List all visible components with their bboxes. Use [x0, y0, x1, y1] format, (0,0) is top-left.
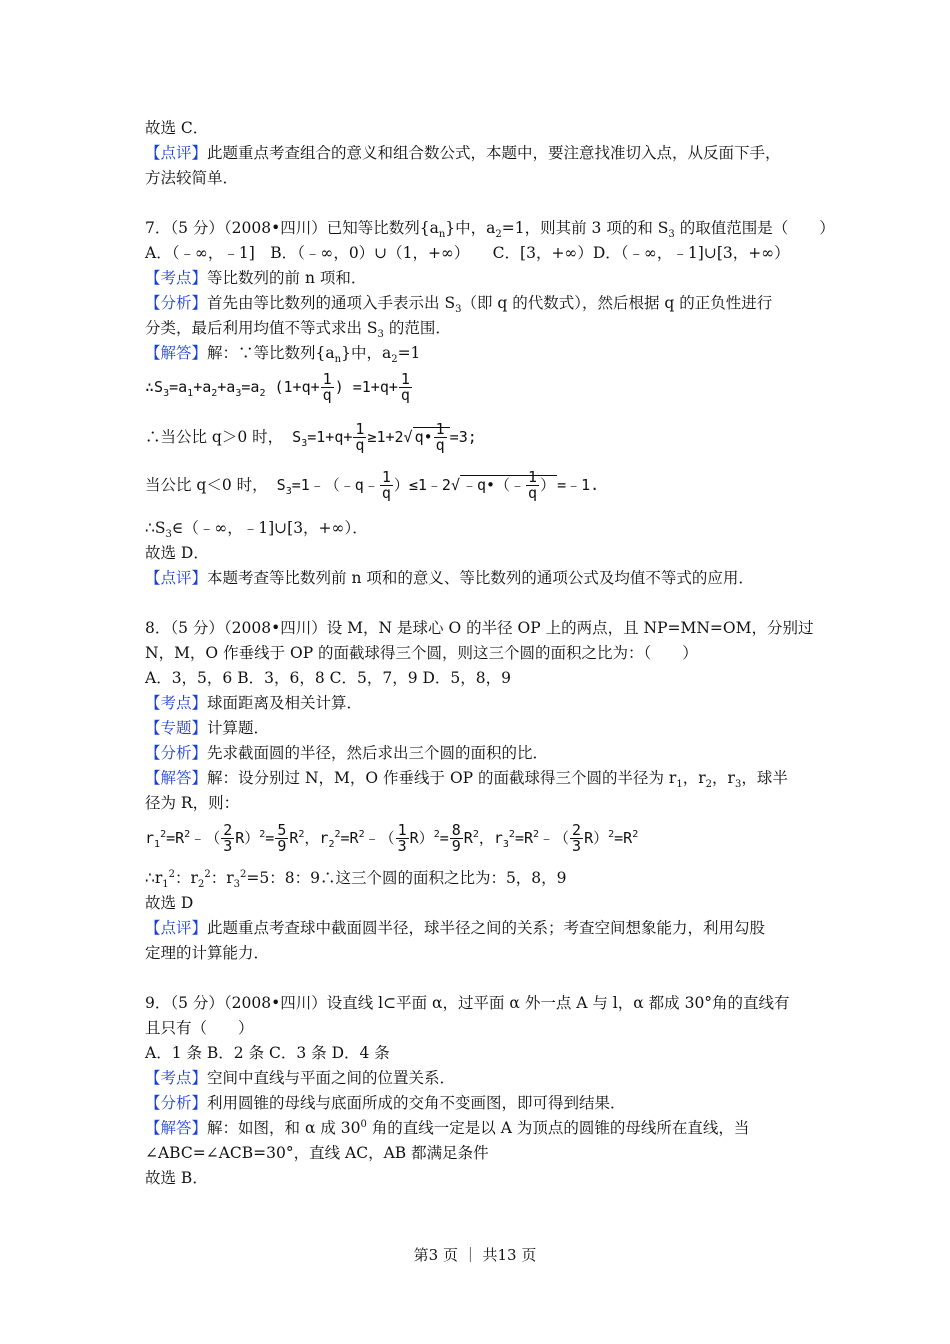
- page-footer: 第3 页 ｜ 共13 页: [413, 1246, 537, 1264]
- q8-stem-cont: N，M，O 作垂线于 OP 的面截球得三个圆，则这三个圆的面积之比为：（ ）: [145, 644, 698, 662]
- q8-dianping: 【点评】此题重点考查球中截面圆半径，球半径之间的关系；考查空间想象能力，利用勾股: [145, 919, 766, 937]
- q8-jieda: 【解答】解：设分别过 N，M，O 作垂线于 OP 的面截球得三个圆的半径为 $r_1$，$r_2$，$r_3$，球半: [145, 769, 788, 791]
- q9-kaodian: 【考点】空间中直线与平面之间的位置关系．: [145, 1069, 456, 1087]
- q8-options: A．3，5，6 B．3，6，8 C．5，7，9 D．5，8，9: [145, 669, 511, 687]
- q7-fenxi: 【分析】首先由等比数列的通项入手表示出 $S_3$（即 q 的代数式），然后根据 q 的正负性进行: [145, 294, 773, 316]
- q9-jieda-cont: ∠ABC=∠ACB=30°，直线 AC，AB 都满足条件: [145, 1144, 489, 1162]
- q6-review: 【点评】此题重点考查组合的意义和组合数公式，本题中，要注意找准切入点，从反面下手，: [145, 144, 781, 162]
- q6-review-cont: 方法较简单．: [145, 169, 239, 187]
- q7-case-positive: ∴当公比 q＞0 时， $S_3=1+q+$ $\frac{1}{q}$ ≥1+2√ q• $\frac{1}{q}$ =3;: [145, 420, 477, 454]
- q7-fenxi-cont: 分类，最后利用均值不等式求出 $S_3$ 的范围．: [145, 319, 451, 341]
- q8-stem: 8．（5 分）（2008•四川）设 M，N 是球心 O 的半径 OP 上的两点，且 NP=MN=OM，分别过: [145, 619, 814, 637]
- q8-dianping-cont: 定理的计算能力．: [145, 944, 270, 962]
- q8-zhuanti: 【专题】计算题．: [145, 719, 270, 737]
- q8-kaodian: 【考点】球面距离及相关计算．: [145, 694, 363, 712]
- q7-case-negative: 当公比 q＜0 时， $S_3=1﹣(﹣q﹣$ $\frac{1}{q}$ ）≤1﹣2√ ﹣q•（﹣ $\frac{1}{q}$ ） =﹣1.: [145, 468, 600, 502]
- q7-conclusion: 故选 D．: [145, 544, 209, 562]
- q9-conclusion: 故选 B．: [145, 1169, 208, 1187]
- q7-dianping: 【点评】本题考查等比数列前 n 项和的意义、等比数列的通项公式及均值不等式的应用．: [145, 569, 754, 587]
- q8-jieda-cont: 径为 R，则：: [145, 794, 240, 812]
- q9-fenxi: 【分析】利用圆锥的母线与底面所成的交角不变画图，即可得到结果．: [145, 1094, 626, 1112]
- q7-stem: 7．（5 分）（2008•四川）已知等比数列$\{a_n\}$中，$a_2=1$，则其前 3 项的和 $S_3$ 的取值范围是（ ）: [145, 219, 835, 241]
- q8-conclusion: 故选 D: [145, 894, 194, 912]
- review-tag: 【点评】: [145, 144, 208, 162]
- q6-conclusion: 故选 C．: [145, 119, 209, 137]
- q7-formula-s3: $\therefore S_3=a_1+a_2+a_3=a_2$ (1+q+ $\frac{1}{q}$ ) =1+q+ $\frac{1}{q}$: [145, 370, 410, 404]
- q8-formula-radii: $r_1^2=R^2﹣$（ $\frac{2}{3}$ R）$^2$= $\frac{5}{9}$ $R^2$，$r_2^2=R^2﹣$（ $\frac{1}{3}$ R）$^2$= $\frac{8}{9}$ $R^2$，$r_3^2=R^2﹣$（ $\frac{2}{3}$ $R)^2=R^2$: [145, 821, 639, 855]
- q7-jieda: 【解答】解：∵等比数列$\{a_n\}$中，$a_2=1$: [145, 344, 421, 366]
- q9-stem: 9．（5 分）（2008•四川）设直线 l⊂平面 α，过平面 α 外一点 A 与 l，α 都成 30°角的直线有: [145, 994, 790, 1012]
- q9-jieda: 【解答】解：如图，和 α 成 $30^0$ 角的直线一定是以 A 为顶点的圆锥的母线所在直线，当: [145, 1118, 750, 1137]
- q8-fenxi: 【分析】先求截面圆的半径，然后求出三个圆的面积的比．: [145, 744, 549, 762]
- q7-result: $\therefore S_3\in(﹣\infty$，﹣1]∪[3，+∞）．: [145, 519, 368, 541]
- q7-options: A．（﹣∞，﹣1] B．（﹣∞，0）∪（1，+∞） C．[3，+∞）D．（﹣∞，﹣1]∪[3，+∞）: [145, 244, 790, 262]
- q7-kaodian: 【考点】等比数列的前 n 项和．: [145, 269, 367, 287]
- q8-ratio: $\therefore r_1^2$：$r_2^2$：$r_3^2=5$：8：9∴这三个圆的面积之比为：5，8，9: [145, 868, 567, 891]
- q9-stem-cont: 且只有（ ）: [145, 1019, 254, 1037]
- q9-options: A．1 条 B．2 条 C．3 条 D．4 条: [145, 1044, 390, 1062]
